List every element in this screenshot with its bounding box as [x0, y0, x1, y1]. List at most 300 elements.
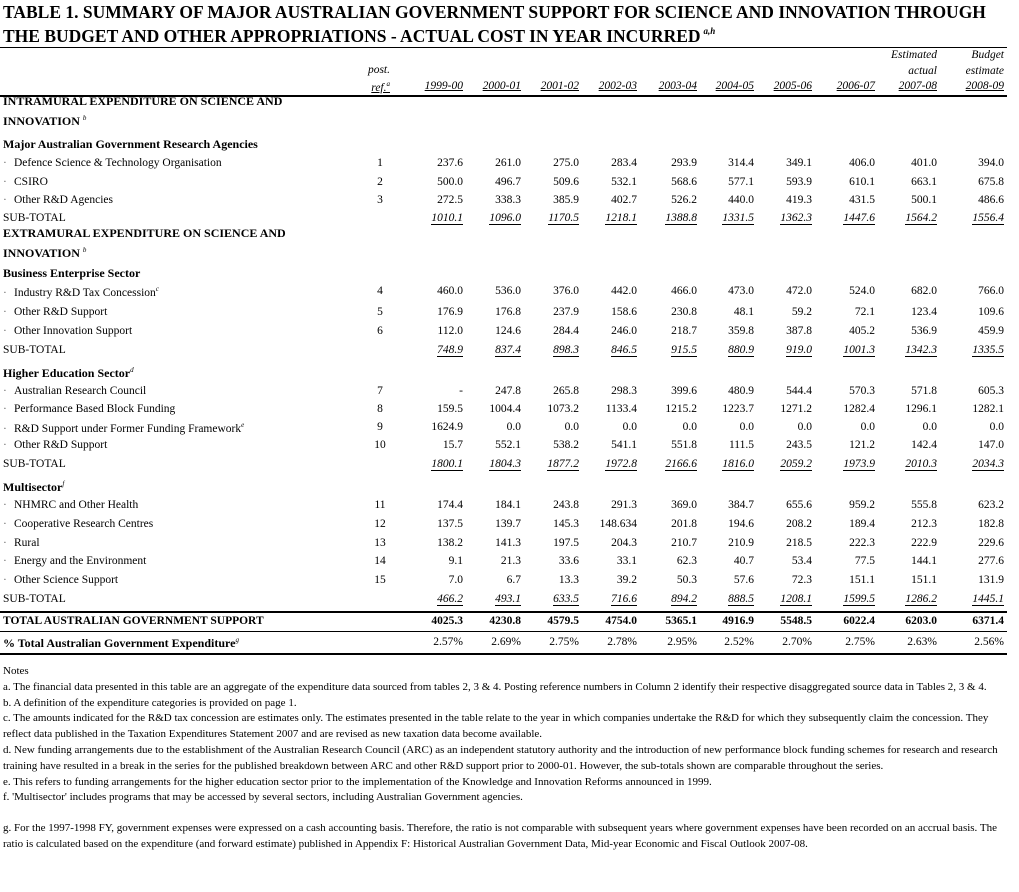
value-cell: 1447.6: [843, 212, 875, 224]
value-cell: 243.8: [553, 499, 579, 511]
note-g: g. For the 1997-1998 FY, government expenses were expressed on a cash accounting basis. Therefore, the ratio is not comparable with subsequent years where government expenses have been recorded on an accrual basis. The ratio is calculated based on the expenditure (and forward estimate) published in Appendix F: Historical Australian Government Data, Mid-year Economic and Fiscal Outlook 2007-08.: [3, 822, 997, 850]
value-cell: 1816.0: [722, 458, 754, 470]
value-cell: 137.5: [437, 518, 463, 530]
value-cell: 716.6: [611, 593, 637, 605]
value-cell: 59.2: [791, 306, 812, 318]
value-cell: 7.0: [448, 574, 463, 586]
value-cell: 1972.8: [605, 458, 637, 470]
value-cell: 387.8: [786, 325, 812, 337]
estimated-header-3: 2007-08: [898, 80, 937, 92]
subtotal-row: [0, 593, 1019, 611]
value-cell: 1004.4: [489, 403, 521, 415]
year-header: 2003-04: [658, 80, 697, 92]
value-cell: 314.4: [728, 157, 754, 169]
year-header: 2001-02: [540, 80, 579, 92]
value-cell: 402.7: [611, 194, 637, 206]
value-cell: 376.0: [553, 285, 579, 297]
value-cell: 147.0: [978, 439, 1004, 451]
table-row: [0, 518, 1019, 536]
value-cell: 77.5: [854, 555, 875, 567]
value-cell: 1133.4: [605, 403, 637, 415]
value-cell: 1331.5: [722, 212, 754, 224]
row-label: · Other R&D Support: [3, 306, 108, 318]
post-ref: 3: [377, 194, 383, 206]
value-cell: 72.1: [854, 306, 875, 318]
value-cell: 6371.4: [972, 615, 1004, 627]
value-cell: 1170.5: [548, 212, 579, 224]
bullet-icon: ·: [3, 574, 7, 586]
value-cell: 568.6: [671, 176, 697, 188]
value-cell: 243.5: [786, 439, 812, 451]
value-cell: 176.9: [437, 306, 463, 318]
note-b: b. A definition of the expenditure categories is provided on page 1.: [3, 696, 297, 709]
value-cell: 593.9: [786, 176, 812, 188]
value-cell: 2.69%: [491, 636, 521, 648]
value-cell: 0.0: [989, 421, 1004, 433]
value-cell: 123.4: [911, 306, 937, 318]
value-cell: 959.2: [849, 499, 875, 511]
value-cell: 4579.5: [547, 615, 579, 627]
value-cell: 1010.1: [431, 212, 463, 224]
value-cell: 555.8: [911, 499, 937, 511]
value-cell: 6.7: [506, 574, 521, 586]
value-cell: 33.1: [616, 555, 637, 567]
value-cell: 605.3: [978, 385, 1004, 397]
value-cell: 1215.2: [665, 403, 697, 415]
row-label: · Defence Science & Technology Organisation: [3, 157, 222, 169]
bullet-icon: ·: [3, 499, 7, 511]
value-cell: 210.9: [728, 537, 754, 549]
value-cell: 1362.3: [780, 212, 812, 224]
value-cell: 0.0: [739, 421, 754, 433]
bullet-icon: ·: [3, 555, 7, 567]
year-header: 2000-01: [482, 80, 521, 92]
post-ref: 11: [374, 499, 386, 511]
value-cell: 663.1: [911, 176, 937, 188]
value-cell: 570.3: [849, 385, 875, 397]
row-label: · R&D Support under Former Funding Framework$^e$: [3, 421, 245, 435]
post-ref: 8: [377, 403, 383, 415]
value-cell: 109.6: [978, 306, 1004, 318]
value-cell: 0.0: [622, 421, 637, 433]
value-cell: 182.8: [978, 518, 1004, 530]
value-cell: 894.2: [671, 593, 697, 605]
value-cell: 394.0: [978, 157, 1004, 169]
value-cell: 237.9: [553, 306, 579, 318]
value-cell: 1001.3: [843, 344, 875, 356]
postref-header-2: ref.$^a$: [371, 80, 390, 94]
value-cell: 2.52%: [724, 636, 754, 648]
value-cell: 5365.1: [665, 615, 697, 627]
value-cell: 9.1: [448, 555, 463, 567]
value-cell: 880.9: [728, 344, 754, 356]
value-cell: 124.6: [495, 325, 521, 337]
value-cell: 21.3: [500, 555, 521, 567]
value-cell: 6203.0: [905, 615, 937, 627]
value-cell: 1800.1: [431, 458, 463, 470]
value-cell: 204.3: [611, 537, 637, 549]
group-multisector: Multisector$^f$: [3, 480, 65, 494]
bullet-icon: ·: [3, 518, 7, 530]
value-cell: 62.3: [676, 555, 697, 567]
value-cell: 142.4: [911, 439, 937, 451]
value-cell: 2.95%: [667, 636, 697, 648]
value-cell: 385.9: [553, 194, 579, 206]
value-cell: 151.1: [911, 574, 937, 586]
percent-row: [0, 636, 1019, 654]
value-cell: 2166.6: [665, 458, 697, 470]
value-cell: 230.8: [671, 306, 697, 318]
value-cell: 440.0: [728, 194, 754, 206]
row-label: · Other R&D Support: [3, 439, 108, 451]
value-cell: 551.8: [671, 439, 697, 451]
value-cell: 5548.5: [780, 615, 812, 627]
table-row: [0, 574, 1019, 592]
row-label: SUB-TOTAL: [3, 458, 66, 470]
value-cell: 1208.1: [780, 593, 812, 605]
value-cell: 1286.2: [905, 593, 937, 605]
note-f: f. 'Multisector' includes programs that may be accessed by several sectors, including Australian Government agencies.: [3, 791, 523, 804]
note-a: a. The financial data presented in this table are an aggregate of the expenditure data sourced from tables 2, 3 & 4. Posting reference numbers in Column 2 identify their respective disaggregated source data in Tables 2, 3 & 4.: [3, 680, 987, 693]
value-cell: 1877.2: [547, 458, 579, 470]
value-cell: 2.70%: [782, 636, 812, 648]
value-cell: 349.1: [786, 157, 812, 169]
table-row: [0, 176, 1019, 194]
bullet-icon: ·: [3, 306, 7, 318]
estimated-header-1: Estimated: [891, 49, 937, 61]
table-row: [0, 499, 1019, 517]
value-cell: 272.5: [437, 194, 463, 206]
value-cell: 480.9: [728, 385, 754, 397]
value-cell: 846.5: [611, 344, 637, 356]
row-label: % Total Australian Government Expenditure$^g$: [3, 636, 239, 650]
note-e: e. This refers to funding arrangements for the higher education sector prior to the implementation of the Knowledge and Innovation Reforms announced in 1999.: [3, 775, 712, 788]
value-cell: 1335.5: [972, 344, 1004, 356]
post-ref: 4: [377, 285, 383, 297]
row-label: · Rural: [3, 537, 40, 549]
value-cell: 2059.2: [780, 458, 812, 470]
row-label: · NHMRC and Other Health: [3, 499, 139, 511]
value-cell: 111.5: [728, 439, 754, 451]
value-cell: 1599.5: [843, 593, 875, 605]
group-business: Business Enterprise Sector: [3, 266, 141, 280]
budget-header-2: estimate: [965, 65, 1004, 77]
estimated-header-2: actual: [908, 65, 937, 77]
table-row: [0, 421, 1019, 439]
value-cell: 2.63%: [907, 636, 937, 648]
bullet-icon: ·: [3, 157, 7, 169]
value-cell: 544.4: [786, 385, 812, 397]
value-cell: 2010.3: [905, 458, 937, 470]
value-cell: 571.8: [911, 385, 937, 397]
value-cell: 275.0: [553, 157, 579, 169]
value-cell: 2.75%: [845, 636, 875, 648]
table-bottom-rule: [0, 653, 1007, 655]
value-cell: 406.0: [849, 157, 875, 169]
value-cell: 541.1: [611, 439, 637, 451]
value-cell: 655.6: [786, 499, 812, 511]
value-cell: 139.7: [495, 518, 521, 530]
value-cell: 526.2: [671, 194, 697, 206]
row-label: SUB-TOTAL: [3, 212, 66, 224]
value-cell: 189.4: [849, 518, 875, 530]
value-cell: 229.6: [978, 537, 1004, 549]
value-cell: 158.6: [611, 306, 637, 318]
value-cell: 218.5: [786, 537, 812, 549]
value-cell: 2.57%: [433, 636, 463, 648]
value-cell: 898.3: [553, 344, 579, 356]
value-cell: 13.3: [558, 574, 579, 586]
table-row: [0, 537, 1019, 555]
value-cell: 291.3: [611, 499, 637, 511]
year-header: 2005-06: [773, 80, 812, 92]
header-top-rule: [0, 47, 1007, 48]
value-cell: 246.0: [611, 325, 637, 337]
value-cell: 610.1: [849, 176, 875, 188]
value-cell: 2034.3: [972, 458, 1004, 470]
value-cell: 197.5: [553, 537, 579, 549]
value-cell: 298.3: [611, 385, 637, 397]
value-cell: 148.634: [599, 518, 637, 530]
value-cell: 0.0: [797, 421, 812, 433]
value-cell: 837.4: [495, 344, 521, 356]
value-cell: 486.6: [978, 194, 1004, 206]
note-c: c. The amounts indicated for the R&D tax concession are estimates only. The estimates presented in the table relate to the year in which companies undertake the R&D for which they subsequently claim the concession. They reflect data published in the Taxation Expenditures Statement 2007 and are revised as new taxation data become available.: [3, 712, 989, 741]
value-cell: 500.0: [437, 176, 463, 188]
value-cell: 1096.0: [489, 212, 521, 224]
table-row: [0, 306, 1019, 324]
value-cell: 748.9: [437, 344, 463, 356]
row-label: TOTAL AUSTRALIAN GOVERNMENT SUPPORT: [3, 615, 264, 627]
value-cell: 384.7: [728, 499, 754, 511]
value-cell: 283.4: [611, 157, 637, 169]
value-cell: 2.78%: [607, 636, 637, 648]
bullet-icon: ·: [3, 287, 7, 299]
value-cell: 222.9: [911, 537, 937, 549]
bullet-icon: ·: [3, 194, 7, 206]
value-cell: 144.1: [911, 555, 937, 567]
year-header: 1999-00: [424, 80, 463, 92]
value-cell: 1388.8: [665, 212, 697, 224]
value-cell: 2.56%: [974, 636, 1004, 648]
value-cell: 509.6: [553, 176, 579, 188]
value-cell: 57.6: [733, 574, 754, 586]
row-label: · Industry R&D Tax Concession$^c$: [3, 285, 159, 299]
note-d: d. New funding arrangements due to the establishment of the Australian Research Council (ARC) as an independent statutory authority and the introduction of new performance block funding schemes for research and research training have resulted in a break in the series for the published breakdown between ARC and other R&D support prior to 2000-01. However, the sub-totals shown are comparable throughout the series.: [3, 743, 998, 772]
title-footnote-marker: a,h: [703, 26, 716, 36]
value-cell: 4230.8: [489, 615, 521, 627]
post-ref: 2: [377, 176, 383, 188]
value-cell: 1973.9: [843, 458, 875, 470]
total-bottom-rule: [0, 631, 1007, 632]
value-cell: 222.3: [849, 537, 875, 549]
value-cell: 1556.4: [972, 212, 1004, 224]
value-cell: 766.0: [978, 285, 1004, 297]
value-cell: 4916.9: [722, 615, 754, 627]
value-cell: 0.0: [506, 421, 521, 433]
value-cell: 369.0: [671, 499, 697, 511]
value-cell: 138.2: [437, 537, 463, 549]
table-title-line-2: THE BUDGET AND OTHER APPROPRIATIONS - ACTUAL COST IN YEAR INCURRED $^{a,h}$: [3, 26, 716, 46]
row-label: · Energy and the Environment: [3, 555, 147, 567]
year-header: 2002-03: [598, 80, 637, 92]
value-cell: 623.2: [978, 499, 1004, 511]
value-cell: 1218.1: [605, 212, 637, 224]
budget-header-1: Budget: [971, 49, 1004, 61]
value-cell: -: [459, 385, 463, 397]
budget-header-3: 2008-09: [965, 80, 1004, 92]
notes-block: [3, 664, 1015, 853]
value-cell: 399.6: [671, 385, 697, 397]
value-cell: 0.0: [682, 421, 697, 433]
value-cell: 538.2: [553, 439, 579, 451]
value-cell: 473.0: [728, 285, 754, 297]
bullet-icon: ·: [3, 423, 7, 435]
row-label: SUB-TOTAL: [3, 344, 66, 356]
post-ref: 14: [374, 555, 386, 567]
value-cell: 208.2: [786, 518, 812, 530]
value-cell: 261.0: [495, 157, 521, 169]
row-label: · Other R&D Agencies: [3, 194, 114, 206]
value-cell: 131.9: [978, 574, 1004, 586]
notes-heading: Notes: [3, 665, 29, 677]
row-label: · Other Science Support: [3, 574, 119, 586]
table-row: [0, 157, 1019, 175]
value-cell: 459.9: [978, 325, 1004, 337]
value-cell: 218.7: [671, 325, 697, 337]
note-spacer: [3, 806, 1015, 821]
bullet-icon: ·: [3, 385, 7, 397]
value-cell: 284.4: [553, 325, 579, 337]
bullet-icon: ·: [3, 439, 7, 451]
value-cell: 675.8: [978, 176, 1004, 188]
value-cell: 915.5: [671, 344, 697, 356]
value-cell: 536.9: [911, 325, 937, 337]
value-cell: 466.2: [437, 593, 463, 605]
value-cell: 4754.0: [605, 615, 637, 627]
row-label: · Other Innovation Support: [3, 325, 133, 337]
year-header: 2004-05: [715, 80, 754, 92]
value-cell: 145.3: [553, 518, 579, 530]
table-row: [0, 555, 1019, 573]
value-cell: 141.3: [495, 537, 521, 549]
value-cell: 277.6: [978, 555, 1004, 567]
value-cell: 39.2: [616, 574, 637, 586]
value-cell: 1296.1: [905, 403, 937, 415]
total-top-rule: [0, 611, 1007, 613]
value-cell: 466.0: [671, 285, 697, 297]
value-cell: 6022.4: [843, 615, 875, 627]
bullet-icon: ·: [3, 537, 7, 549]
value-cell: 72.3: [791, 574, 812, 586]
value-cell: 338.3: [495, 194, 521, 206]
postref-header-1: post.: [367, 64, 390, 76]
value-cell: 552.1: [495, 439, 521, 451]
value-cell: 1282.4: [843, 403, 875, 415]
value-cell: 0.0: [922, 421, 937, 433]
row-label: · Cooperative Research Centres: [3, 518, 154, 530]
value-cell: 633.5: [553, 593, 579, 605]
post-ref: 9: [377, 421, 383, 433]
value-cell: 0.0: [564, 421, 579, 433]
row-label: · CSIRO: [3, 176, 48, 188]
post-ref: 10: [374, 439, 386, 451]
value-cell: 493.1: [495, 593, 521, 605]
value-cell: 53.4: [791, 555, 812, 567]
row-label: SUB-TOTAL: [3, 593, 66, 605]
value-cell: 888.5: [728, 593, 754, 605]
bullet-icon: ·: [3, 176, 7, 188]
table-row: [0, 285, 1019, 303]
value-cell: 237.6: [437, 157, 463, 169]
value-cell: 210.7: [671, 537, 697, 549]
value-cell: 472.0: [786, 285, 812, 297]
value-cell: 1445.1: [972, 593, 1004, 605]
table-title-line-1: TABLE 1. SUMMARY OF MAJOR AUSTRALIAN GOVERNMENT SUPPORT FOR SCIENCE AND INNOVATION THROUGH: [3, 2, 986, 22]
value-cell: 176.8: [495, 306, 521, 318]
post-ref: 6: [377, 325, 383, 337]
bullet-icon: ·: [3, 403, 7, 415]
value-cell: 1342.3: [905, 344, 937, 356]
value-cell: 577.1: [728, 176, 754, 188]
value-cell: 431.5: [849, 194, 875, 206]
value-cell: 496.7: [495, 176, 521, 188]
value-cell: 419.3: [786, 194, 812, 206]
table-row: [0, 403, 1019, 421]
value-cell: 536.0: [495, 285, 521, 297]
value-cell: 359.8: [728, 325, 754, 337]
post-ref: 12: [374, 518, 386, 530]
value-cell: 40.7: [733, 555, 754, 567]
bullet-icon: ·: [3, 325, 7, 337]
group-research-agencies: Major Australian Government Research Agencies: [3, 137, 258, 151]
value-cell: 265.8: [553, 385, 579, 397]
value-cell: 500.1: [911, 194, 937, 206]
value-cell: 405.2: [849, 325, 875, 337]
value-cell: 159.5: [437, 403, 463, 415]
value-cell: 151.1: [849, 574, 875, 586]
subtotal-row: [0, 458, 1019, 476]
post-ref: 1: [377, 157, 383, 169]
value-cell: 1073.2: [547, 403, 579, 415]
value-cell: 112.0: [437, 325, 463, 337]
row-label: · Australian Research Council: [3, 385, 147, 397]
value-cell: 15.7: [442, 439, 463, 451]
year-header: 2006-07: [836, 80, 875, 92]
value-cell: 33.6: [558, 555, 579, 567]
value-cell: 1804.3: [489, 458, 521, 470]
value-cell: 201.8: [671, 518, 697, 530]
value-cell: 174.4: [437, 499, 463, 511]
extramural-heading: EXTRAMURAL EXPENDITURE ON SCIENCE AND INNOVATION $^b$: [3, 226, 286, 260]
value-cell: 524.0: [849, 285, 875, 297]
value-cell: 1282.1: [972, 403, 1004, 415]
value-cell: 247.8: [495, 385, 521, 397]
value-cell: 0.0: [860, 421, 875, 433]
value-cell: 1223.7: [722, 403, 754, 415]
post-ref: 5: [377, 306, 383, 318]
value-cell: 1271.2: [780, 403, 812, 415]
table-row: [0, 385, 1019, 403]
value-cell: 1564.2: [905, 212, 937, 224]
value-cell: 184.1: [495, 499, 521, 511]
row-label: · Performance Based Block Funding: [3, 403, 176, 415]
value-cell: 460.0: [437, 285, 463, 297]
value-cell: 682.0: [911, 285, 937, 297]
group-higher-education: Higher Education Sector$^d$: [3, 366, 134, 380]
value-cell: 401.0: [911, 157, 937, 169]
value-cell: 194.6: [728, 518, 754, 530]
